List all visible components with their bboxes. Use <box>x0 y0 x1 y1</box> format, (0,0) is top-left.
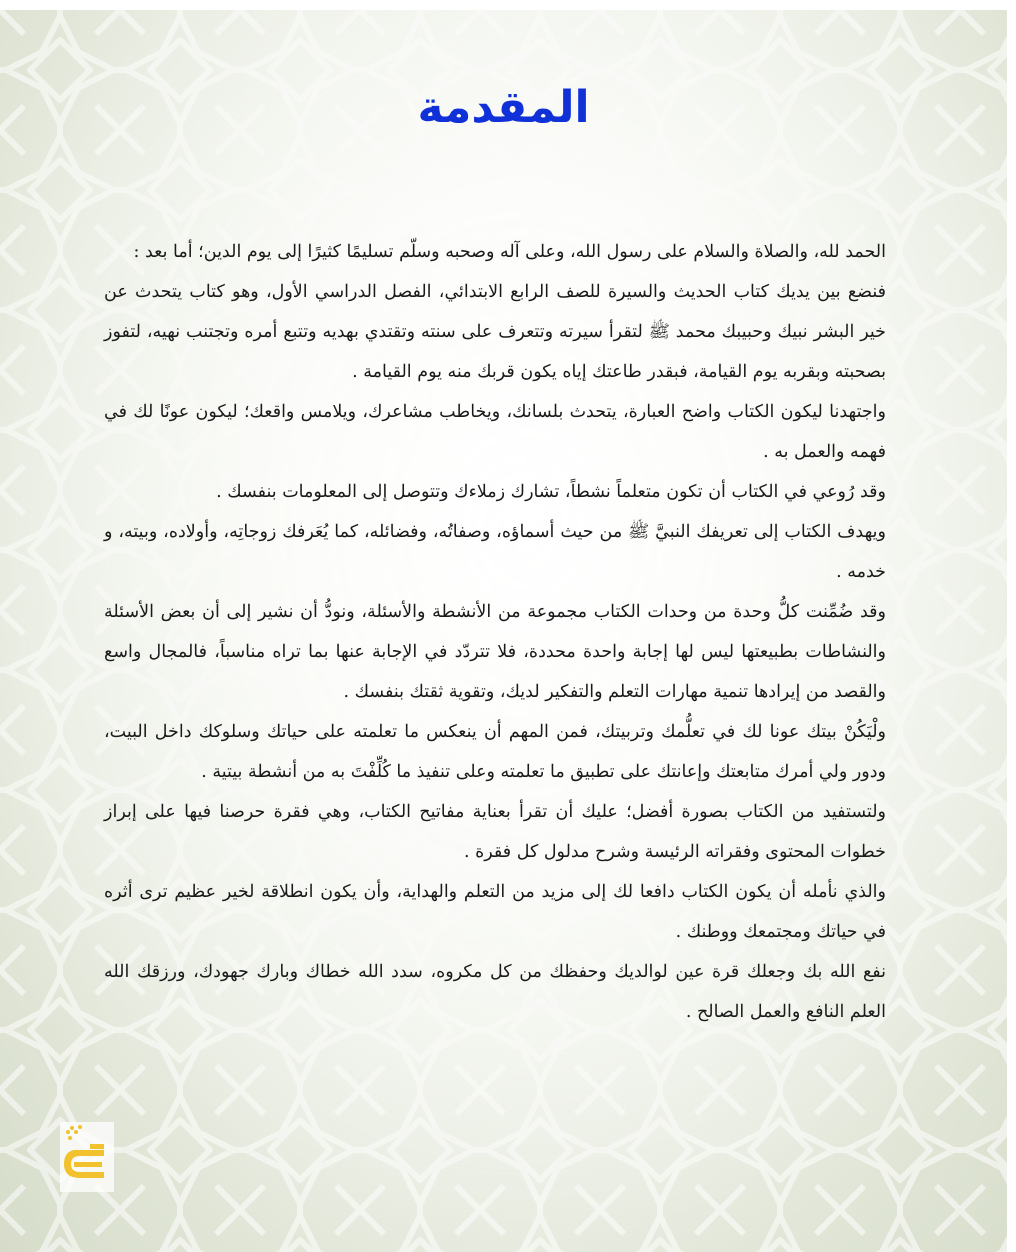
logo-graphic <box>60 1122 114 1192</box>
paragraph-7: ولْيَكُنْ بيتك عونا لك في تعلُّمك وتربيتك، فمن المهم أن ينعكس ما تعلمته على حياتك وسلوكك داخل البيت، ودور ولي أمرك متابعتك وإعانتك على تطبيق ما تعلمته وعلى تنفيذ ما كُلِّفْتَ به من أنشطة بيتية . <box>104 722 886 782</box>
paragraph-4: وقد رُوعي في الكتاب أن تكون متعلماً نشطاً، تشارك زملاءك وتتوصل إلى المعلومات بنفسك . <box>216 482 886 502</box>
paragraph-10: نفع الله بك وجعلك قرة عين لوالديك وحفظك من كل مكروه، سدد الله خطاك وبارك جهودك، ورزقك الله العلم النافع والعمل الصالح . <box>104 962 886 1022</box>
introduction-text <box>104 232 886 1032</box>
paragraph-2: فنضع بين يديك كتاب الحديث والسيرة للصف الرابع الابتدائي، الفصل الدراسي الأول، وهو كتاب يتحدث عن خير البشر نبيك وحبيبك محمد ﷺ لتقرأ سيرته وتتعرف على سنته وتقتدي بهديه وتتبع أمره وتجتنب نهيه، لتفوز بصحبته وبقربه يوم القيامة، فبقدر طاعتك إياه يكون قربك منه يوم القيامة . <box>104 282 886 382</box>
page <box>0 10 1007 1252</box>
paragraph-3: واجتهدنا ليكون الكتاب واضح العبارة، يتحدث بلسانك، ويخاطب مشاعرك، ويلامس واقعك؛ ليكون عونًا لك في فهمه والعمل به . <box>104 402 886 462</box>
paragraph-9: والذي نأمله أن يكون الكتاب دافعا لك إلى مزيد من التعلم والهداية، وأن يكون انطلاقة لخير عظيم ترى أثره في حياتك ومجتمعك ووطنك . <box>104 882 886 942</box>
paragraph-5: ويهدف الكتاب إلى تعريفك النبيَّ ﷺ من حيث أسماؤه، وصفاتُه، وفضائله، كما يُعَرفك زوجاتِه، وأولاده، وبيته، و خدمه . <box>104 522 886 582</box>
paragraph-1: الحمد لله، والصلاة والسلام على رسول الله، وعلى آله وصحبه وسلّم تسليمًا كثيرًا إلى يوم الدين؛ أما بعد : <box>133 242 886 262</box>
paragraph-8: ولتستفيد من الكتاب بصورة أفضل؛ عليك أن تقرأ بعناية مفاتيح الكتاب، وهي فقرة حرصنا فيها على إبراز خطوات المحتوى وفقراته الرئيسة وشرح مدلول كل فقرة . <box>104 802 886 862</box>
paragraph-6: وقد ضُمِّنت كلُّ وحدة من وحدات الكتاب مجموعة من الأنشطة والأسئلة، ونودُّ أن نشير إلى أن بعض الأسئلة والنشاطات بطبيعتها ليس لها إجابة واحدة محددة، فلا تتردّد في الإجابة عنها بما تراه مناسباً، فالمجال واسع والقصد من إيرادها تنمية مهارات التعلم والتفكير لديك، وتقوية ثقتك بنفسك . <box>104 602 886 702</box>
publisher-logo-icon <box>60 1122 114 1192</box>
page-title: المقدمة <box>417 82 590 133</box>
